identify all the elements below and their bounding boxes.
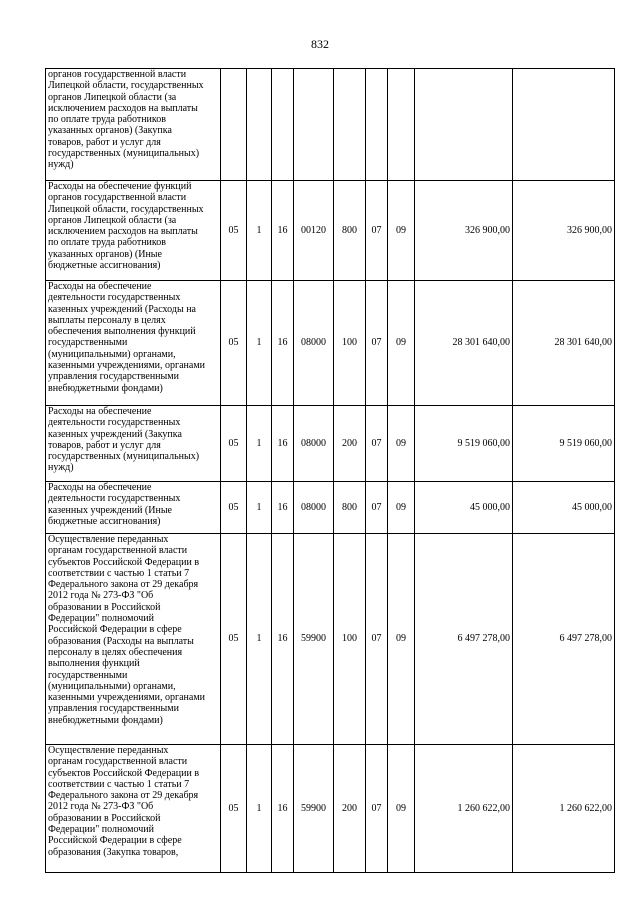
section-code: 05 [221, 281, 247, 406]
division-code: 07 [366, 534, 388, 745]
expense-name: Расходы на обеспечение функций органов государственной власти Липецкой области, государственных органов Липецкой области (за исключением расходов на выплаты по оплате труда работников указанных органов) (Иные бюджетные ассигнования) [46, 181, 221, 281]
table-body [46, 69, 615, 873]
expense-name: Расходы на обеспечение деятельности государственных казенных учреждений (Иные бюджетные ассигнования) [46, 482, 221, 534]
subdivision-code: 09 [388, 745, 415, 873]
amount-second: 45 000,00 [513, 482, 615, 534]
table-row [46, 69, 615, 181]
section-code: 05 [221, 745, 247, 873]
direction-code [294, 69, 334, 181]
program-code: 1 [247, 534, 272, 745]
page-number: 832 [311, 37, 329, 51]
division-code: 07 [366, 745, 388, 873]
subprogram-code: 16 [272, 482, 294, 534]
table-row [46, 406, 615, 482]
table-row [46, 482, 615, 534]
expense-type-code: 200 [334, 406, 366, 482]
direction-code: 08000 [294, 281, 334, 406]
amount-first: 28 301 640,00 [415, 281, 513, 406]
table-row [46, 534, 615, 745]
amount-first: 326 900,00 [415, 181, 513, 281]
direction-code: 59900 [294, 534, 334, 745]
direction-code: 08000 [294, 482, 334, 534]
subdivision-code: 09 [388, 406, 415, 482]
section-code: 05 [221, 534, 247, 745]
subdivision-code [388, 69, 415, 181]
division-code: 07 [366, 406, 388, 482]
direction-code: 59900 [294, 745, 334, 873]
amount-second: 28 301 640,00 [513, 281, 615, 406]
division-code: 07 [366, 181, 388, 281]
division-code: 07 [366, 281, 388, 406]
expense-name: Расходы на обеспечение деятельности государственных казенных учреждений (Расходы на выплаты персоналу в целях обеспечения выполнения функций государственными (муниципальными) органами, казенными учреждениями, органами управления государственными внебюджетными фондами) [46, 281, 221, 406]
program-code: 1 [247, 482, 272, 534]
program-code: 1 [247, 406, 272, 482]
amount-second: 326 900,00 [513, 181, 615, 281]
amount-second: 9 519 060,00 [513, 406, 615, 482]
amount-first: 9 519 060,00 [415, 406, 513, 482]
section-code: 05 [221, 482, 247, 534]
expense-name: Расходы на обеспечение деятельности государственных казенных учреждений (Закупка товаров, работ и услуг для государственных (муниципальных) нужд) [46, 406, 221, 482]
expense-type-code: 100 [334, 534, 366, 745]
amount-first: 6 497 278,00 [415, 534, 513, 745]
amount-second [513, 69, 615, 181]
subprogram-code: 16 [272, 181, 294, 281]
amount-first: 45 000,00 [415, 482, 513, 534]
expense-type-code [334, 69, 366, 181]
section-code: 05 [221, 181, 247, 281]
expense-type-code: 200 [334, 745, 366, 873]
amount-second: 6 497 278,00 [513, 534, 615, 745]
section-code [221, 69, 247, 181]
program-code [247, 69, 272, 181]
subprogram-code: 16 [272, 406, 294, 482]
amount-first: 1 260 622,00 [415, 745, 513, 873]
subdivision-code: 09 [388, 181, 415, 281]
expense-name: Осуществление переданных органам государственной власти субъектов Российской Федерации в соответствии с частью 1 статьи 7 Федерального закона от 29 декабря 2012 года № 273-ФЗ "Об образовании в Российской Федерации" полномочий Российской Федерации в сфере образования (Расходы на выплаты персоналу в целях обеспечения выполнения функций государственными (муниципальными) органами, казенными учреждениями, органами управления государственными внебюджетными фондами) [46, 534, 221, 745]
table-row [46, 181, 615, 281]
subprogram-code: 16 [272, 281, 294, 406]
table-row [46, 281, 615, 406]
subprogram-code: 16 [272, 534, 294, 745]
subdivision-code: 09 [388, 281, 415, 406]
subdivision-code: 09 [388, 534, 415, 745]
expense-name: Осуществление переданных органам государственной власти субъектов Российской Федерации в соответствии с частью 1 статьи 7 Федерального закона от 29 декабря 2012 года № 273-ФЗ "Об образовании в Российской Федерации" полномочий Российской Федерации в сфере образования (Закупка товаров, [46, 745, 221, 873]
subprogram-code [272, 69, 294, 181]
expense-name: органов государственной власти Липецкой области, государственных органов Липецкой области (за исключением расходов на выплаты по оплате труда работников указанных органов) (Закупка товаров, работ и услуг для государственных (муниципальных) нужд) [46, 69, 221, 181]
subdivision-code: 09 [388, 482, 415, 534]
direction-code: 00120 [294, 181, 334, 281]
subprogram-code: 16 [272, 745, 294, 873]
expense-type-code: 800 [334, 181, 366, 281]
section-code: 05 [221, 406, 247, 482]
direction-code: 08000 [294, 406, 334, 482]
division-code [366, 69, 388, 181]
division-code: 07 [366, 482, 388, 534]
expense-type-code: 100 [334, 281, 366, 406]
amount-first [415, 69, 513, 181]
budget-table [45, 68, 615, 873]
program-code: 1 [247, 745, 272, 873]
program-code: 1 [247, 181, 272, 281]
amount-second: 1 260 622,00 [513, 745, 615, 873]
expense-type-code: 800 [334, 482, 366, 534]
program-code: 1 [247, 281, 272, 406]
table-row [46, 745, 615, 873]
